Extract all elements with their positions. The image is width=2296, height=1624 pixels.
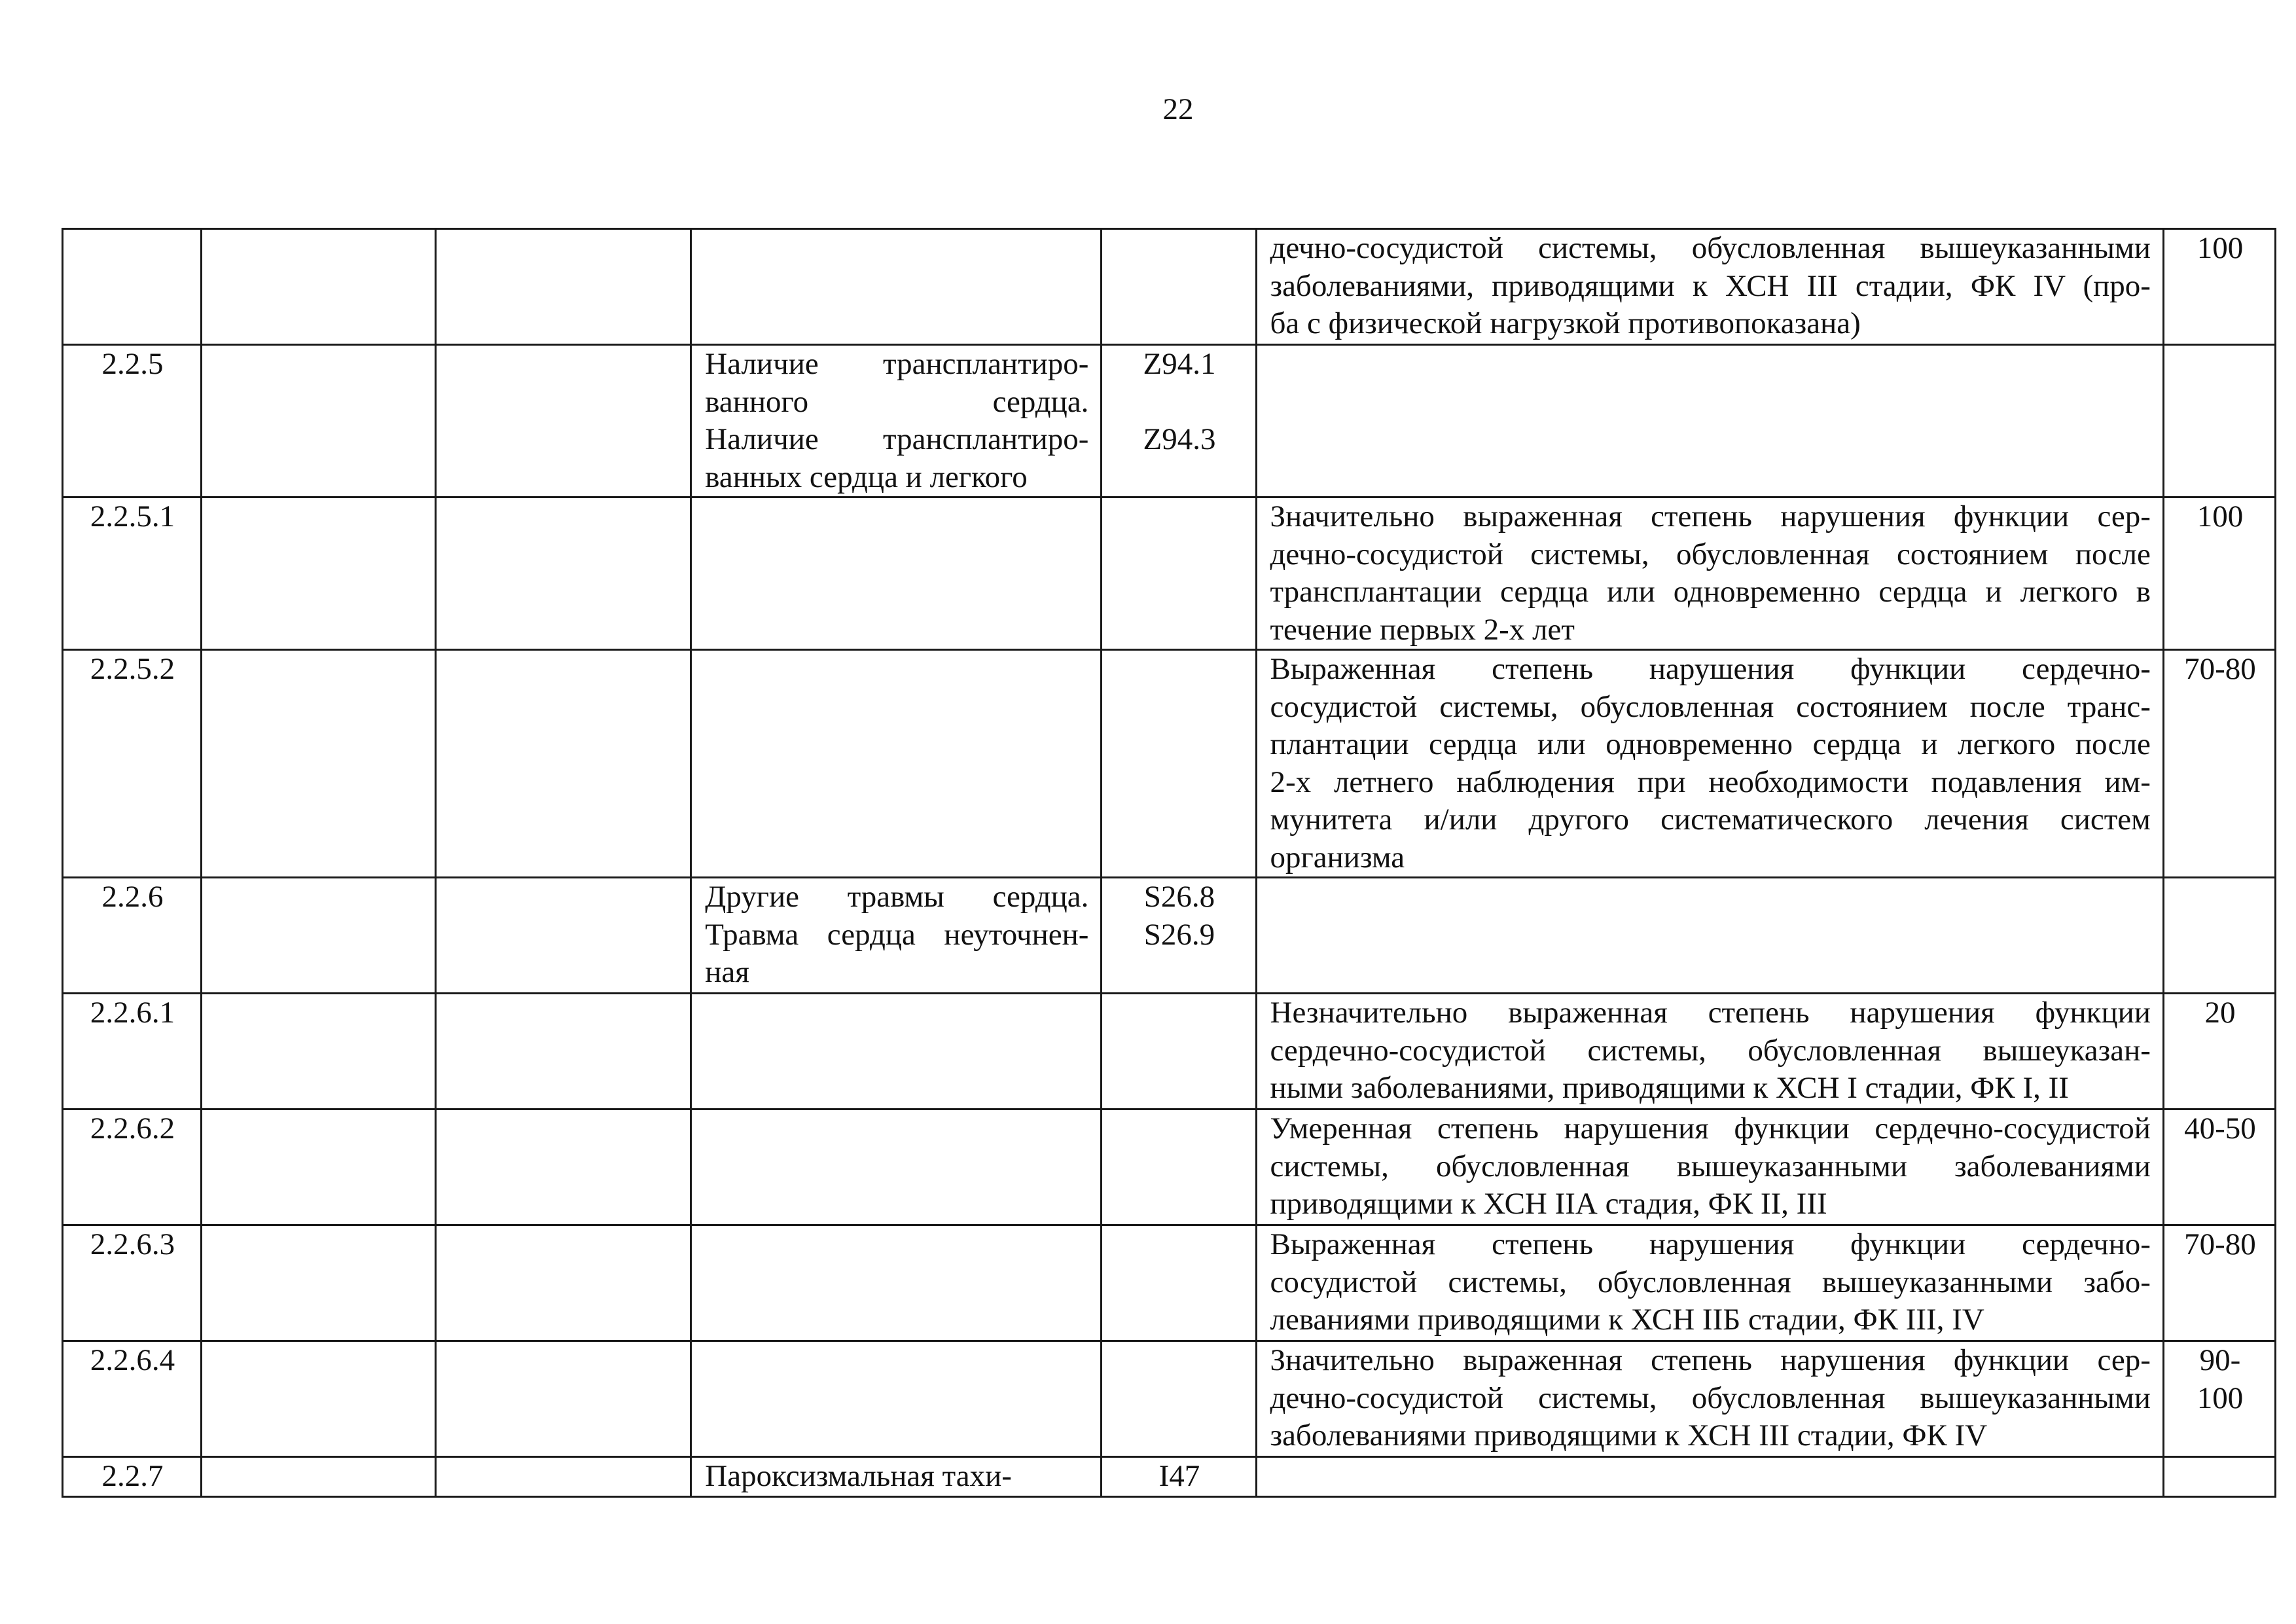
disease-name-cell (691, 1110, 1102, 1225)
description-line: трансплантации сердца или одновременно сердца и легкого в (1270, 575, 2151, 609)
empty-cell (436, 878, 691, 994)
percentage-line: 90- (2199, 1343, 2241, 1377)
table-body (63, 229, 2276, 1497)
table-row (63, 497, 2276, 650)
empty-cell (202, 345, 436, 497)
empty-cell (202, 1110, 436, 1225)
disease-name-cell (691, 1341, 1102, 1457)
disease-name-cell (691, 1457, 1102, 1497)
empty-cell (202, 650, 436, 878)
description-line: дечно-сосудистой системы, обусловленная состоянием после (1270, 537, 2151, 571)
description-line: течение первых 2-х лет (1270, 612, 1575, 647)
icd-code-spacer (1115, 384, 1243, 422)
percentage-line: 100 (2197, 499, 2244, 533)
percentage-line: 100 (2197, 231, 2244, 265)
description-line: Значительно выраженная степень нарушения функции сер- (1270, 1343, 2151, 1377)
percentage-line: 70-80 (2184, 1227, 2256, 1261)
criteria-table (62, 228, 2276, 1498)
table-row (63, 1225, 2276, 1341)
table-row (63, 878, 2276, 994)
description-line: заболеваниями приводящими к ХСН III стадии, ФК IV (1270, 1418, 1988, 1453)
description-line: плантации сердца или одновременно сердца и легкого после (1270, 727, 2151, 761)
empty-cell (436, 1110, 691, 1225)
empty-cell (436, 229, 691, 345)
empty-cell (436, 1457, 691, 1497)
description-line: Выраженная степень нарушения функции сердечно- (1270, 652, 2151, 686)
percentage-cell (2163, 1110, 2275, 1225)
description-line: сердечно-сосудистой системы, обусловленная вышеуказан- (1270, 1033, 2151, 1068)
item-number-cell: 2.2.5 (63, 345, 202, 497)
description-cell (1256, 1457, 2163, 1497)
icd-code-cell (1102, 1110, 1256, 1225)
disease-name-cell (691, 497, 1102, 650)
empty-cell (202, 497, 436, 650)
description-line: ба с физической нагрузкой противопоказана) (1270, 306, 1861, 340)
icd-code-line: S26.9 (1143, 917, 1215, 952)
description-line: дечно-сосудистой системы, обусловленная вышеуказанными (1270, 1380, 2151, 1415)
icd-code-line: I47 (1158, 1459, 1200, 1493)
empty-cell (202, 1225, 436, 1341)
disease-name-cell (691, 1225, 1102, 1341)
item-number-cell: 2.2.6 (63, 878, 202, 994)
item-number-cell: 2.2.5.1 (63, 497, 202, 650)
percentage-line: 100 (2197, 1380, 2244, 1415)
table-row (63, 650, 2276, 878)
empty-cell (202, 1457, 436, 1497)
icd-code-cell (1102, 1457, 1256, 1497)
item-number-cell (63, 229, 202, 345)
description-line: леваниями приводящими к ХСН IIБ стадии, ФК III, IV (1270, 1303, 1984, 1337)
description-line: сосудистой системы, обусловленная состоянием после транс- (1270, 689, 2151, 724)
disease-name-cell (691, 650, 1102, 878)
icd-code-cell (1102, 994, 1256, 1110)
percentage-cell (2163, 497, 2275, 650)
empty-cell (202, 1341, 436, 1457)
icd-code-cell (1102, 497, 1256, 650)
empty-cell (436, 497, 691, 650)
percentage-cell (2163, 345, 2275, 497)
percentage-cell (2163, 229, 2275, 345)
table-row (63, 1341, 2276, 1457)
description-line: мунитета и/или другого систематического лечения систем (1270, 803, 2151, 837)
disease-name-line: ванных сердца и легкого (705, 460, 1028, 494)
disease-name-line: Другие травмы сердца. (705, 880, 1089, 914)
item-number-cell: 2.2.6.1 (63, 994, 202, 1110)
description-cell (1256, 994, 2163, 1110)
disease-name-line: ная (705, 955, 749, 989)
percentage-cell (2163, 878, 2275, 994)
disease-name-cell (691, 878, 1102, 994)
icd-code-line: S26.8 (1143, 880, 1215, 914)
percentage-line: 20 (2204, 996, 2236, 1030)
icd-code-cell (1102, 229, 1256, 345)
table-row (63, 1457, 2276, 1497)
icd-code-cell (1102, 345, 1256, 497)
description-cell (1256, 1341, 2163, 1457)
description-line: заболеваниями, приводящими к ХСН III стадии, ФК IV (про- (1270, 268, 2151, 303)
empty-cell (436, 1341, 691, 1457)
icd-code-line: Z94.3 (1143, 422, 1216, 456)
description-line: Значительно выраженная степень нарушения функции сер- (1270, 499, 2151, 533)
description-cell (1256, 1225, 2163, 1341)
table-row (63, 1110, 2276, 1225)
description-cell (1256, 1110, 2163, 1225)
table-row (63, 345, 2276, 497)
disease-name-line: Травма сердца неуточнен- (705, 917, 1089, 952)
empty-cell (436, 994, 691, 1110)
description-line: Незначительно выраженная степень нарушения функции (1270, 996, 2151, 1030)
description-cell (1256, 878, 2163, 994)
description-line: дечно-сосудистой системы, обусловленная вышеуказанными (1270, 231, 2151, 265)
icd-code-line: Z94.1 (1143, 347, 1216, 381)
percentage-cell (2163, 1457, 2275, 1497)
empty-cell (436, 650, 691, 878)
item-number-cell: 2.2.6.3 (63, 1225, 202, 1341)
description-line: Умеренная степень нарушения функции сердечно-сосудистой (1270, 1111, 2151, 1146)
icd-code-cell (1102, 1341, 1256, 1457)
disease-name-line: Наличие трансплантиро- (705, 422, 1089, 456)
page-number: 22 (1162, 92, 1194, 126)
description-line: Выраженная степень нарушения функции сердечно- (1270, 1227, 2151, 1261)
description-line: сосудистой системы, обусловленная вышеуказанными забо- (1270, 1265, 2151, 1299)
description-line: 2-х летнего наблюдения при необходимости подавления им- (1270, 765, 2151, 799)
description-line: приводящими к ХСН IIА стадия, ФК II, III (1270, 1187, 1827, 1221)
disease-name-cell (691, 345, 1102, 497)
percentage-cell (2163, 1225, 2275, 1341)
item-number-cell: 2.2.7 (63, 1457, 202, 1497)
description-cell (1256, 650, 2163, 878)
description-line: организма (1270, 840, 1405, 875)
item-number-cell: 2.2.6.2 (63, 1110, 202, 1225)
table-row (63, 994, 2276, 1110)
percentage-line: 40-50 (2184, 1111, 2256, 1146)
empty-cell (436, 1225, 691, 1341)
icd-code-cell (1102, 650, 1256, 878)
item-number-cell: 2.2.5.2 (63, 650, 202, 878)
icd-code-cell (1102, 878, 1256, 994)
disease-name-line: Наличие трансплантиро- (705, 347, 1089, 381)
description-cell (1256, 229, 2163, 345)
percentage-cell (2163, 650, 2275, 878)
disease-name-cell (691, 994, 1102, 1110)
empty-cell (202, 229, 436, 345)
table-row (63, 229, 2276, 345)
percentage-cell (2163, 994, 2275, 1110)
empty-cell (202, 878, 436, 994)
percentage-cell (2163, 1341, 2275, 1457)
description-cell (1256, 497, 2163, 650)
item-number-cell: 2.2.6.4 (63, 1341, 202, 1457)
percentage-line: 70-80 (2184, 652, 2256, 686)
description-line: системы, обусловленная вышеуказанными заболеваниями (1270, 1149, 2151, 1183)
icd-code-cell (1102, 1225, 1256, 1341)
disease-name-line: ванного сердца. (705, 384, 1089, 419)
disease-name-line: Пароксизмальная тахи- (705, 1459, 1012, 1493)
description-cell (1256, 345, 2163, 497)
empty-cell (202, 994, 436, 1110)
description-line: ными заболеваниями, приводящими к ХСН I стадии, ФК I, II (1270, 1071, 2069, 1105)
disease-name-cell (691, 229, 1102, 345)
empty-cell (436, 345, 691, 497)
